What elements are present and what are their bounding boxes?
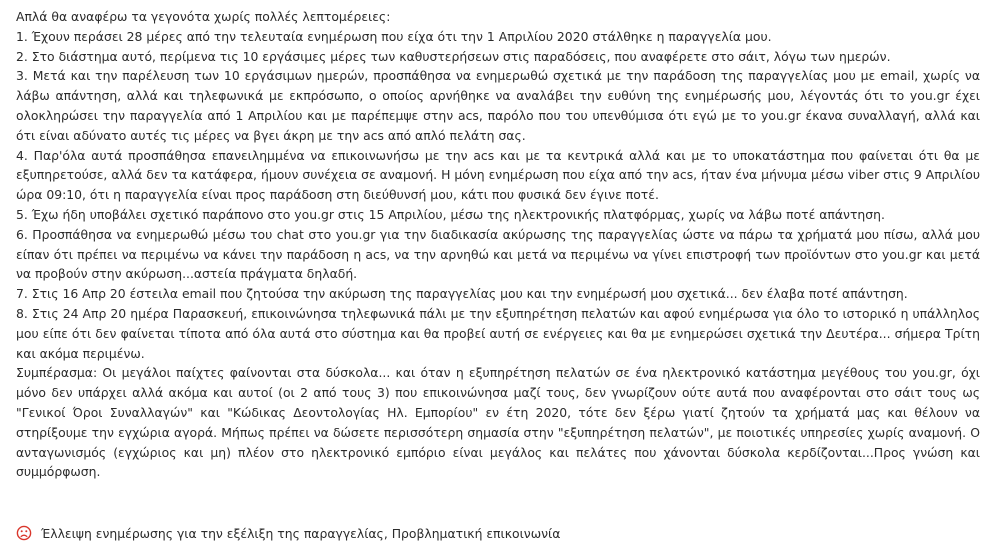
review-point-5: 5. Έχω ήδη υποβάλει σχετικό παράπονο στο you.gr στις 15 Απριλίου, μέσω της ηλεκτρονικής πλατφόρμας, χωρίς να λάβω ποτέ απάντηση. [16,206,885,222]
review-conclusion: Συμπέρασμα: Οι μεγάλοι παίχτες φαίνονται στα δύσκολα... και όταν η εξυπηρέτηση πελατών σε ένα ηλεκτρονικό κατάστημα μεγέθους του you.gr, όχι μόνο δεν υπάρχει αλλά ακόμα και αυτοί (οι 2 από τους 3) που επικοινώνησα μαζί τους, δεν γνωρίζουν ούτε αυτά που αναφέρονται στο σάιτ τους ως "Γενικοί Όροι Συναλλαγών" και "Κώδικας Δεοντολογίας Ηλ. Εμπορίου" εν έτη 2020, τότε δεν ξέρω γιατί ζητούν τα χρήματά μας και θέλουν να στηρίξουμε την εγχώρια αγορά. Μήπως πρέπει να δώσετε περισσότερη σημασία στην "εξυπηρέτηση πελατών", με ποιοτικές υπηρεσίες χωρίς αναμονή. Ο ανταγωνισμός (εγχώριος και μη) πλέον στο ηλεκτρονικό εμπόριο είναι μεγάλος και πελάτες που χάνονται δύσκολα κερδίζονται...Προς γνώση και συμμόρφωση. [16,365,980,480]
review-tags [16,525,560,541]
review-point-6: 6. Προσπάθησα να ενημερωθώ μέσω του chat στο you.gr για την διαδικασία ακύρωσης της παραγγελίας ώστε να πάρω τα χρήματά μου πίσω, αλλά μου είπαν ότι πρέπει να περιμένω να κάνει την παράδοση η acs, να την αρνηθώ και μετά να περιμένω να γίνει επιστροφή των προϊόντων στο you.gr και μετά να προβούν στην ακύρωση...αστεία πράγματα δηλαδή. [16,226,980,282]
review-point-7: 7. Στις 16 Απρ 20 έστειλα email που ζητούσα την ακύρωση της παραγγελίας μου και την ενημέρωσή μου σχετικά... δεν έλαβα ποτέ απάντηση. [16,286,908,302]
review-intro: Απλά θα αναφέρω τα γεγονότα χωρίς πολλές λεπτομέρειες: [16,9,391,24]
sad-face-icon [16,525,32,541]
review-body [16,7,980,482]
review-point-3: 3. Μετά και την παρέλευση των 10 εργάσιμων ημερών, προσπάθησα να ενημερωθώ σχετικά με την παράδοση της παραγγελίας μου με email, χωρίς να λάβω απάντηση, αλλά και τηλεφωνικά με εκπρόσωπο, ο οποίος αρνήθηκε να αναλάβει την ευθύνη της ενημέρωσής μου, λέγοντάς ότι το you.gr έχει ολοκληρώσει την παραγγελία από 1 Απριλίου και με παρέπεμψε στην acs, παρόλο που του υπενθύμισα ότι εγώ με το you.gr έκανα συναλλαγή, αλλά και ότι είναι αδύνατο αυτές τις μέρες να βγει άκρη με την acs από απλό πελάτη σας. [16,68,980,143]
review-point-4: 4. Παρ'όλα αυτά προσπάθησα επανειλημμένα να επικοινωνήσω με την acs και με τα κεντρικά αλλά και με το υποκατάστημα που φαίνεται ότι θα με εξυπηρετούσε, αλλά δεν τα κατάφερα, ήμουν συνέχεια σε αναμονή. Η μόνη ενημέρωση που είχα από την acs, ήταν ένα μήνυμα μέσω viber στις 9 Απριλίου ώρα 09:10, ότι η παραγγελία είναι προς παράδοση στη διεύθυνσή μου, κάτι που φυσικά δεν έγινε ποτέ. [16,147,980,203]
review-tags-text: Έλλειψη ενημέρωσης για την εξέλιξη της παραγγελίας, Προβληματική επικοινωνία [41,525,561,541]
review-point-8: 8. Στις 24 Απρ 20 ημέρα Παρασκευή, επικοινώνησα τηλεφωνικά πάλι με την εξυπηρέτηση πελατών και αφού ενημέρωσα για όλο το ιστορικό η υπάλληλος μου είπε ότι δεν φαίνεται τίποτα από όλα αυτά στο σύστημα και θα προβεί αυτή σε ενέργειες και θα με ενημερώσει σχετικά την Δευτέρα... σήμερα Τρίτη και ακόμα περιμένω. [16,305,980,361]
review-point-1: 1. Έχουν περάσει 28 μέρες από την τελευταία ενημέρωση που είχα ότι την 1 Απριλίου 2020 στάλθηκε η παραγγελία μου. [16,28,772,44]
review-point-2: 2. Στο διάστημα αυτό, περίμενα τις 10 εργάσιμες μέρες των καθυστερήσεων στις παραδόσεις, που αναφέρετε στο σάιτ, λόγω των ημερών. [16,48,891,64]
